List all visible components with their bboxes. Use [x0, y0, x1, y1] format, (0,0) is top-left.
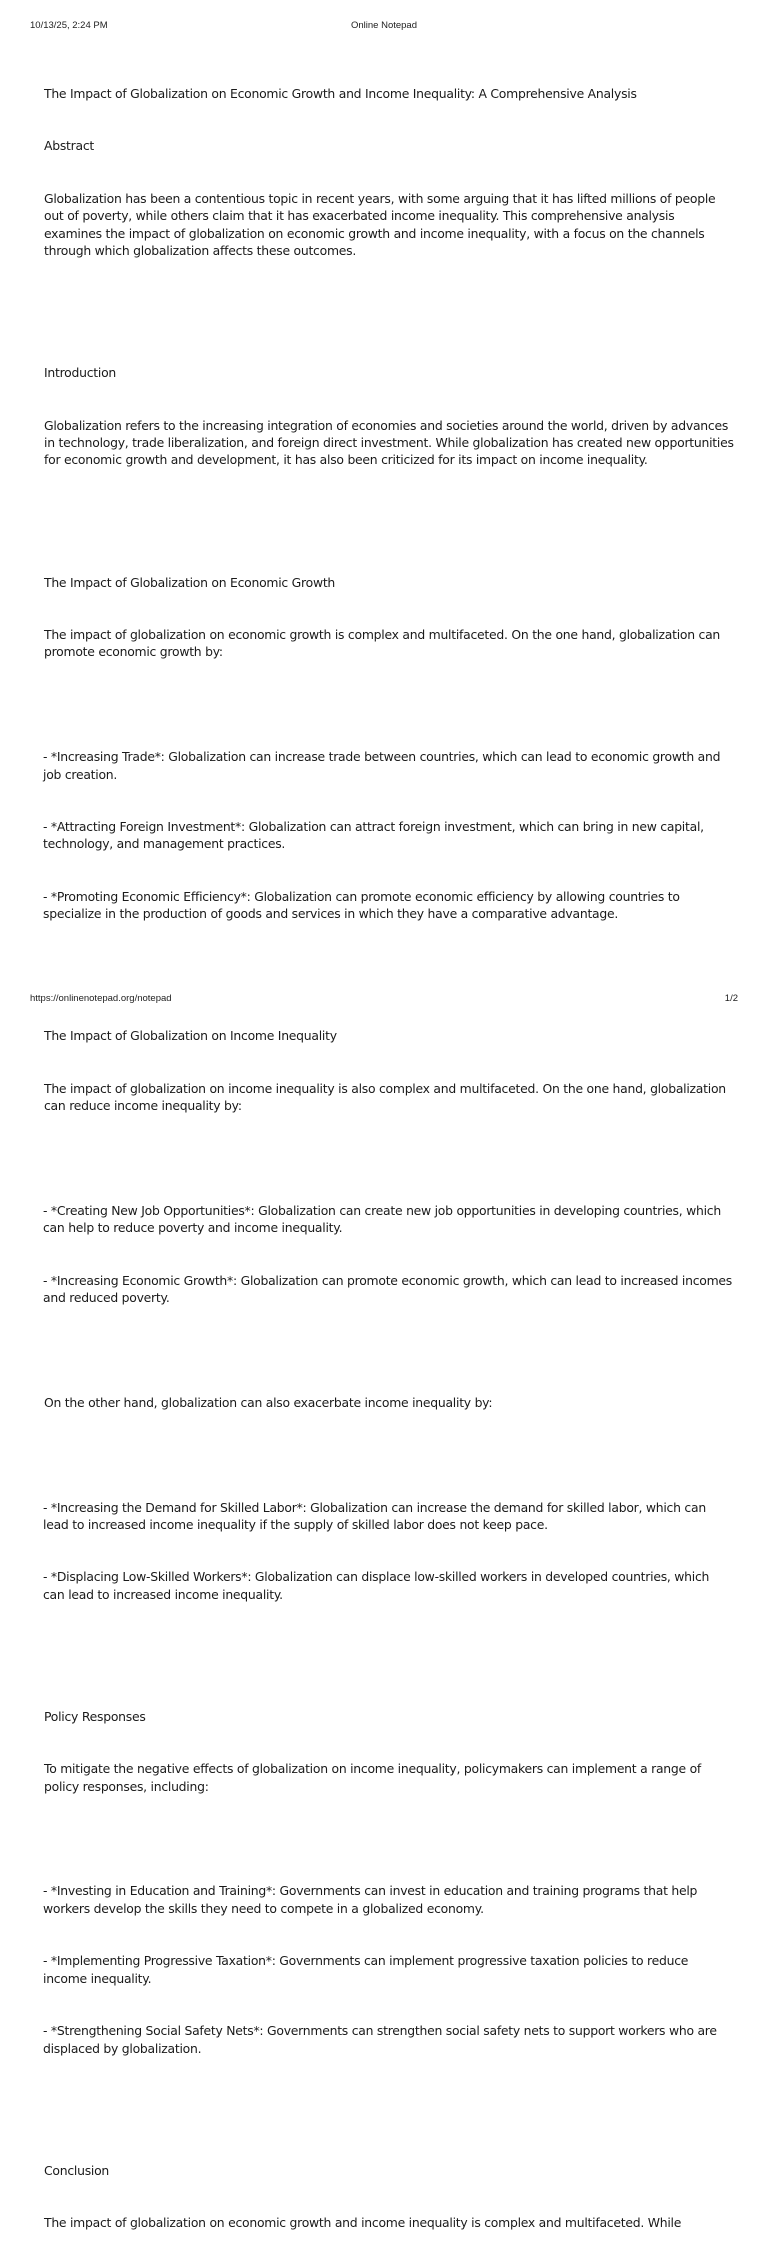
print-footer: [0, 993, 768, 1007]
list-item: - *Increasing Economic Growth*: Globalization can promote economic growth, which can lead to increased incomes and reduced poverty.: [43, 1272, 736, 1306]
list-item: - *Implementing Progressive Taxation*: Governments can implement progressive taxation policies to reduce income inequality.: [43, 1953, 692, 1986]
conclusion-text: The impact of globalization on economic growth and income inequality is complex and multifaceted. While: [44, 2215, 682, 2231]
blank-line: [44, 1149, 734, 1166]
list-item: - *Attracting Foreign Investment*: Globalization can attract foreign investment, which can bring in new capital, technology, and management practices.: [43, 818, 708, 852]
blank-line: [44, 1341, 734, 1358]
blank-line: [44, 2092, 734, 2109]
inequality-other-hand: On the other hand, globalization can also exacerbate income inequality by:: [44, 1394, 493, 1410]
list-item: - *Increasing the Demand for Skilled Labor*: Globalization can increase the demand for skilled labor, which can lead to increased income inequality if the supply of skilled labor does not keep pace.: [43, 1499, 710, 1532]
list-item: - *Creating New Job Opportunities*: Globalization can create new job opportunities in developing countries, which can help to reduce poverty and income inequality.: [43, 1202, 725, 1236]
policy-heading: Policy Responses: [44, 1708, 146, 1724]
introduction-text: Globalization refers to the increasing integration of economies and societies around the world, driven by advances in technology, trade liberalization, and foreign direct investment. While globalization has created new opportunities for economic growth and development, it has also been criticized for its impact on income inequality.: [44, 417, 738, 468]
list-item: - *Investing in Education and Training*: Governments can invest in education and training programs that help workers develop the skills they need to compete in a globalized economy.: [43, 1883, 701, 1916]
blank-line: [44, 696, 734, 713]
abstract-heading: Abstract: [44, 138, 95, 154]
growth-heading: The Impact of Globalization on Economic Growth: [44, 574, 336, 590]
list-item: - *Displacing Low-Skilled Workers*: Globalization can displace low-skilled workers in developed countries, which can lead to increased income inequality.: [43, 1569, 713, 1602]
print-page-number: 1/2: [724, 993, 738, 1004]
conclusion-heading: Conclusion: [44, 2162, 110, 2178]
list-item: - *Increasing Trade*: Globalization can increase trade between countries, which can lead to economic growth and job creation.: [43, 749, 724, 782]
inequality-intro: The impact of globalization on income inequality is also complex and multifaceted. On the one hand, globalization can reduce income inequality by:: [44, 1080, 730, 1114]
print-url: https://onlinenotepad.org/notepad: [30, 993, 172, 1004]
blank-line: [44, 504, 734, 521]
print-header: [0, 20, 768, 34]
growth-intro: The impact of globalization on economic growth is complex and multifaceted. On the one hand, globalization can promote economic growth by:: [44, 626, 724, 660]
introduction-heading: Introduction: [44, 365, 117, 381]
policy-intro: To mitigate the negative effects of globalization on income inequality, policymakers can implement a range of policy responses, including:: [44, 1761, 705, 1794]
blank-line: [44, 1638, 734, 1655]
blank-line: [44, 1830, 734, 1847]
list-item: - *Promoting Economic Efficiency*: Globalization can promote economic efficiency by allowing countries to specialize in the production of goods and services in which they have a comparative advantage.: [43, 888, 684, 922]
document-title: The Impact of Globalization on Economic Growth and Income Inequality: A Comprehensive Analysis: [44, 85, 637, 101]
blank-line: [44, 958, 734, 975]
list-item: - *Strengthening Social Safety Nets*: Governments can strengthen social safety nets to support workers who are displaced by globalization.: [43, 2023, 721, 2056]
print-page-title: Online Notepad: [350, 20, 418, 31]
notepad-content[interactable]: [43, 50, 738, 2249]
blank-line: [44, 1446, 734, 1463]
blank-line: [44, 294, 734, 311]
abstract-text: Globalization has been a contentious topic in recent years, with some arguing that it has lifted millions of people out of poverty, while others claim that it has exacerbated income inequality. This comprehensive analysis examines the impact of globalization on economic growth and income inequality, with a focus on the channels through which globalization affects these outcomes.: [44, 190, 720, 258]
inequality-heading: The Impact of Globalization on Income Inequality: [44, 1028, 337, 1044]
print-datetime: 10/13/25, 2:24 PM: [30, 20, 108, 31]
